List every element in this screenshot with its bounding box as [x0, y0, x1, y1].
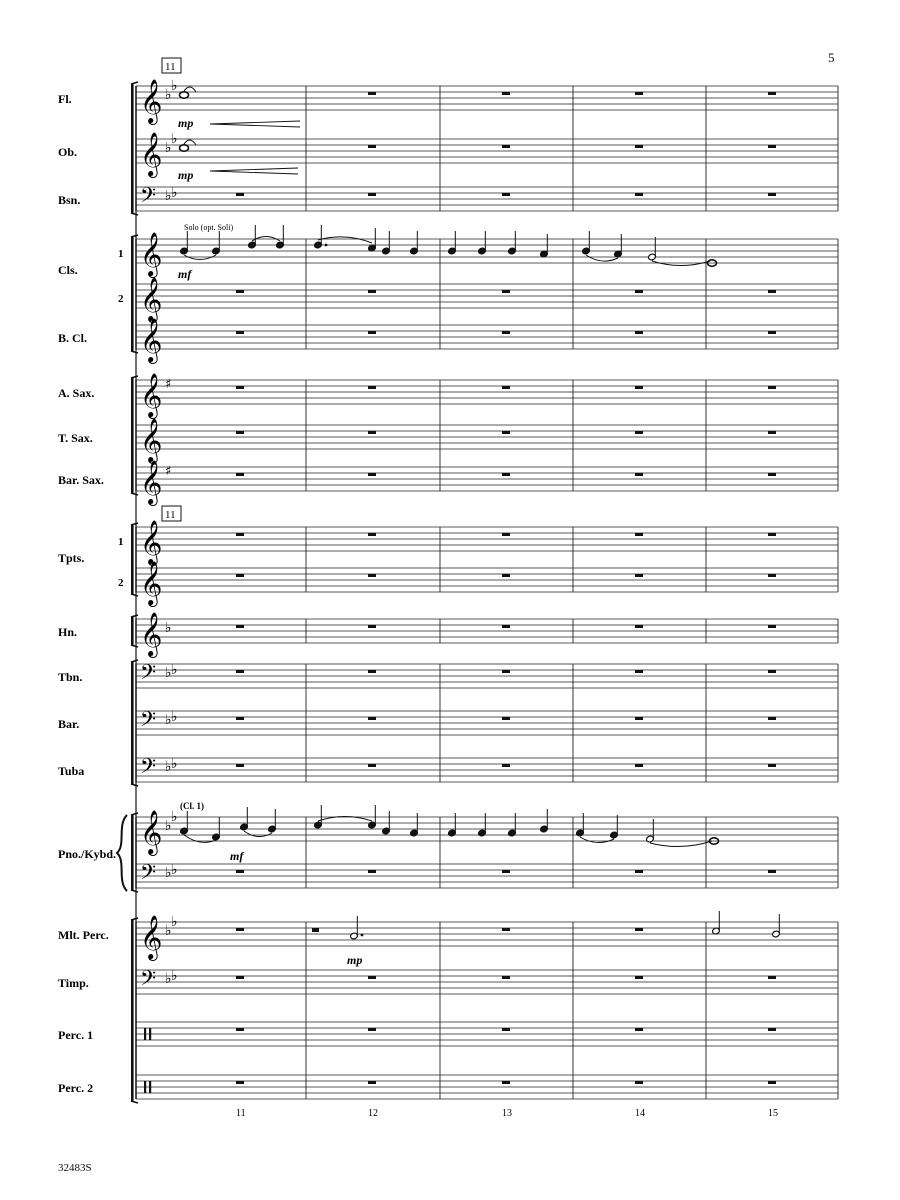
whole-rest: [368, 625, 376, 628]
whole-rest: [368, 976, 376, 979]
whole-rest: [502, 976, 510, 979]
whole-rest: [768, 533, 776, 536]
system-bracket: [131, 815, 134, 890]
instrument-label-hn: Hn.: [58, 625, 78, 639]
whole-rest: [768, 290, 776, 293]
staff-number: 2: [118, 577, 124, 589]
measure-number: 11: [236, 1108, 246, 1119]
flat-sign-icon: ♭: [165, 865, 172, 881]
whole-rest: [368, 431, 376, 434]
bracket-hook: [131, 784, 138, 786]
instrument-label-perc1: Perc. 1: [58, 1028, 94, 1042]
instrument-label-pno: Pno./Kybd.: [58, 847, 117, 861]
flat-sign-icon: ♭: [165, 665, 172, 681]
treble-clef-icon: 𝄞: [140, 915, 163, 959]
whole-rest: [368, 1028, 376, 1031]
whole-rest: [768, 764, 776, 767]
bass-clef-icon: 𝄢: [140, 660, 157, 689]
whole-rest: [768, 670, 776, 673]
whole-rest: [368, 145, 376, 148]
piano-brace: [117, 815, 127, 891]
tie-slur: [244, 831, 272, 837]
flat-sign-icon: ♭: [165, 140, 172, 156]
flat-sign-icon: ♭: [171, 78, 178, 94]
instrument-label-mlt: Mlt. Perc.: [58, 928, 109, 942]
whole-rest: [502, 574, 510, 577]
whole-rest: [236, 533, 244, 536]
whole-rest: [236, 331, 244, 334]
treble-clef-icon: 𝄞: [140, 561, 163, 605]
system-bracket: [131, 525, 134, 594]
whole-rest: [502, 431, 510, 434]
whole-rest: [502, 717, 510, 720]
treble-clef-icon: 𝄞: [140, 810, 163, 854]
dynamic-mp: mp: [347, 953, 363, 967]
whole-rest: [768, 145, 776, 148]
whole-rest: [236, 193, 244, 196]
dynamic-mp: mp: [178, 116, 194, 130]
whole-rest: [368, 870, 376, 873]
flat-sign-icon: ♭: [171, 709, 178, 725]
whole-rest: [768, 473, 776, 476]
whole-rest: [768, 386, 776, 389]
system-bracket: [131, 662, 134, 784]
whole-rest: [768, 625, 776, 628]
staff-number: 1: [118, 536, 124, 548]
instrument-label-ob: Ob.: [58, 145, 78, 159]
bracket-hook: [131, 351, 138, 353]
whole-rest: [635, 386, 643, 389]
dot: [361, 934, 364, 937]
whole-rest: [635, 431, 643, 434]
whole-rest: [368, 193, 376, 196]
flat-sign-icon: ♭: [171, 862, 178, 878]
whole-rest: [368, 670, 376, 673]
sharp-sign-icon: ♯: [165, 377, 172, 392]
flat-sign-icon: ♭: [165, 620, 172, 636]
whole-rest: [502, 92, 510, 95]
system-bracket: [131, 84, 134, 213]
whole-rest: [635, 928, 643, 931]
instrument-label-cls: Cls.: [58, 263, 78, 277]
dynamic-mf: mf: [178, 267, 192, 281]
sharp-sign-icon: ♯: [165, 464, 172, 479]
instrument-label-bcl: B. Cl.: [58, 331, 88, 345]
whole-rest: [502, 193, 510, 196]
whole-rest: [502, 625, 510, 628]
whole-rest: [236, 870, 244, 873]
whole-rest: [502, 870, 510, 873]
whole-rest: [502, 386, 510, 389]
whole-rest: [236, 473, 244, 476]
page-number: 5: [828, 50, 835, 65]
flat-sign-icon: ♭: [171, 185, 178, 201]
bracket-hook: [131, 523, 138, 525]
whole-rest: [768, 574, 776, 577]
bracket-hook: [131, 890, 138, 892]
flat-sign-icon: ♭: [171, 662, 178, 678]
flat-sign-icon: ♭: [171, 756, 178, 772]
instrument-label-bar: Bar.: [58, 717, 80, 731]
treble-clef-icon: 𝄞: [140, 612, 163, 656]
bass-clef-icon: 𝄢: [140, 860, 157, 889]
whole-rest: [368, 533, 376, 536]
tie-slur: [586, 255, 618, 261]
whole-rest: [635, 870, 643, 873]
bracket-hook: [131, 376, 138, 378]
bracket-hook: [131, 615, 138, 617]
whole-rest: [768, 431, 776, 434]
whole-rest: [368, 331, 376, 334]
instrument-label-barsax: Bar. Sax.: [58, 473, 104, 487]
decrescendo-hairpin: [210, 168, 298, 174]
whole-rest: [635, 533, 643, 536]
whole-rest: [502, 145, 510, 148]
whole-rest: [368, 574, 376, 577]
treble-clef-icon: 𝄞: [140, 318, 163, 362]
measure-number: 12: [368, 1108, 378, 1119]
rehearsal-mark: 11: [165, 61, 176, 73]
whole-note: [180, 92, 189, 98]
treble-clef-icon: 𝄞: [140, 520, 163, 564]
instrument-label-tbn: Tbn.: [58, 670, 83, 684]
whole-rest: [236, 1028, 244, 1031]
whole-rest: [768, 1028, 776, 1031]
whole-rest: [236, 290, 244, 293]
bracket-hook: [131, 1101, 138, 1103]
treble-clef-icon: 𝄞: [140, 232, 163, 276]
whole-rest: [635, 976, 643, 979]
whole-rest: [236, 717, 244, 720]
whole-rest: [236, 976, 244, 979]
treble-clef-icon: 𝄞: [140, 132, 163, 176]
catalog-number: 32483S: [58, 1162, 92, 1174]
whole-rest: [768, 976, 776, 979]
flat-sign-icon: ♭: [165, 923, 172, 939]
bracket-hook: [131, 213, 138, 215]
whole-rest: [635, 290, 643, 293]
instrument-label-tuba: Tuba: [58, 764, 85, 778]
instrument-label-fl: Fl.: [58, 92, 72, 106]
whole-rest: [502, 928, 510, 931]
whole-rest: [502, 764, 510, 767]
whole-rest: [635, 717, 643, 720]
system-bracket: [131, 920, 134, 1101]
whole-rest: [635, 625, 643, 628]
bracket-hook: [131, 918, 138, 920]
instrument-label-bsn: Bsn.: [58, 193, 81, 207]
whole-rest: [236, 1081, 244, 1084]
flat-sign-icon: ♭: [171, 809, 178, 825]
rehearsal-mark: 11: [165, 509, 176, 521]
whole-rest: [236, 625, 244, 628]
whole-rest: [236, 764, 244, 767]
flat-sign-icon: ♭: [165, 87, 172, 103]
flat-sign-icon: ♭: [165, 712, 172, 728]
treble-clef-icon: 𝄞: [140, 277, 163, 321]
flat-sign-icon: ♭: [171, 131, 178, 147]
whole-rest: [236, 386, 244, 389]
dot: [325, 244, 328, 247]
whole-rest: [502, 533, 510, 536]
dynamic-mf: mf: [230, 849, 244, 863]
whole-rest: [502, 1028, 510, 1031]
whole-rest: [635, 670, 643, 673]
whole-note: [180, 145, 189, 151]
system-bracket: [131, 617, 134, 645]
whole-rest: [502, 290, 510, 293]
whole-rest: [368, 290, 376, 293]
whole-rest: [236, 670, 244, 673]
whole-rest: [368, 473, 376, 476]
bracket-hook: [131, 82, 138, 84]
instrument-label-perc2: Perc. 2: [58, 1081, 94, 1095]
measure-number: 15: [768, 1108, 778, 1119]
whole-rest: [368, 717, 376, 720]
bracket-hook: [131, 813, 138, 815]
whole-rest: [368, 764, 376, 767]
staff-number: 1: [118, 248, 124, 260]
flat-sign-icon: ♭: [165, 818, 172, 834]
whole-rest: [368, 386, 376, 389]
bracket-hook: [131, 493, 138, 495]
flat-sign-icon: ♭: [171, 914, 178, 930]
whole-rest: [635, 473, 643, 476]
whole-rest: [236, 431, 244, 434]
treble-clef-icon: 𝄞: [140, 373, 163, 417]
whole-rest: [635, 193, 643, 196]
whole-rest: [502, 1081, 510, 1084]
dynamic-mp: mp: [178, 168, 194, 182]
whole-rest: [368, 92, 376, 95]
decrescendo-hairpin: [210, 121, 300, 127]
bracket-hook: [131, 594, 138, 596]
bass-clef-icon: 𝄢: [140, 754, 157, 783]
whole-rest: [635, 574, 643, 577]
flat-sign-icon: ♭: [171, 968, 178, 984]
whole-rest: [768, 193, 776, 196]
treble-clef-icon: 𝄞: [140, 418, 163, 462]
percussion-clef-icon: [149, 1081, 151, 1093]
percussion-clef-icon: [149, 1028, 151, 1040]
tie-slur: [318, 237, 372, 243]
percussion-clef-icon: [144, 1028, 146, 1040]
treble-clef-icon: 𝄞: [140, 460, 163, 504]
whole-rest: [502, 331, 510, 334]
treble-clef-icon: 𝄞: [140, 79, 163, 123]
whole-rest: [768, 1081, 776, 1084]
quarter-rest: [312, 928, 319, 932]
bracket-hook: [131, 660, 138, 662]
bass-clef-icon: 𝄢: [140, 183, 157, 212]
whole-rest: [635, 1028, 643, 1031]
system-bracket: [131, 378, 134, 493]
whole-rest: [236, 928, 244, 931]
measure-number: 14: [635, 1108, 645, 1119]
whole-rest: [635, 1081, 643, 1084]
bass-clef-icon: 𝄢: [140, 966, 157, 995]
whole-rest: [236, 574, 244, 577]
tie-slur: [650, 841, 712, 847]
piano-cue-direction: (Cl. 1): [180, 801, 204, 811]
measure-number: 13: [502, 1108, 512, 1119]
whole-rest: [635, 92, 643, 95]
bracket-hook: [131, 235, 138, 237]
flat-sign-icon: ♭: [165, 188, 172, 204]
whole-rest: [768, 92, 776, 95]
whole-rest: [502, 670, 510, 673]
instrument-label-timp: Timp.: [58, 976, 89, 990]
solo-direction: Solo (opt. Soli): [184, 223, 234, 232]
whole-rest: [768, 331, 776, 334]
instrument-label-tpts: Tpts.: [58, 551, 85, 565]
bass-clef-icon: 𝄢: [140, 707, 157, 736]
whole-rest: [635, 145, 643, 148]
system-bracket: [131, 237, 134, 351]
bracket-hook: [131, 645, 138, 647]
whole-rest: [368, 1081, 376, 1084]
flat-sign-icon: ♭: [165, 971, 172, 987]
tie-slur: [580, 837, 614, 843]
staff-number: 2: [118, 293, 124, 305]
flat-sign-icon: ♭: [165, 759, 172, 775]
whole-rest: [502, 473, 510, 476]
instrument-label-asax: A. Sax.: [58, 386, 95, 400]
whole-rest: [768, 717, 776, 720]
percussion-clef-icon: [144, 1081, 146, 1093]
whole-rest: [768, 870, 776, 873]
instrument-label-tsax: T. Sax.: [58, 431, 93, 445]
whole-rest: [635, 764, 643, 767]
whole-rest: [635, 331, 643, 334]
